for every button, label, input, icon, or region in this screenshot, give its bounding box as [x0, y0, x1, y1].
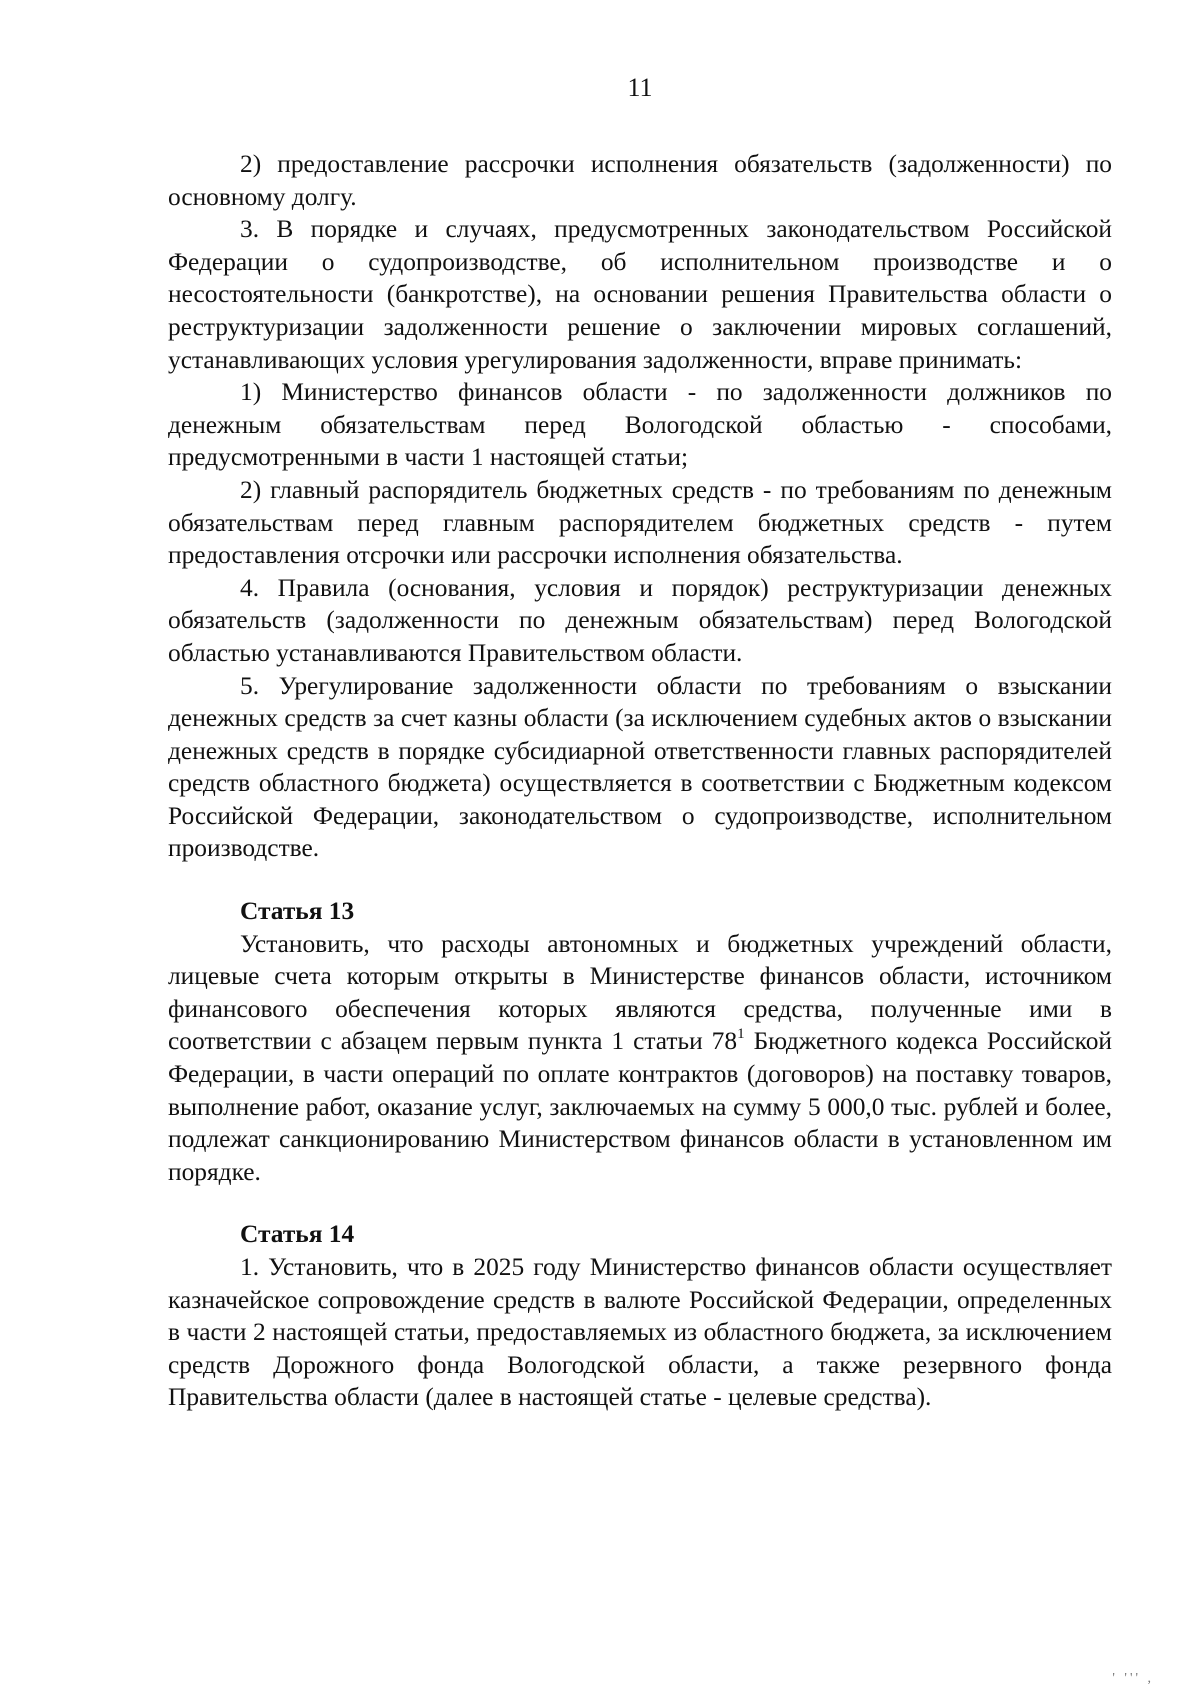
paragraph-budget-manager: 2) главный распорядитель бюджетных средств - по требованиям по денежным обязательствам перед главным распорядителем бюджетных средств - путем предоставления отсрочки или рассрочки исполнения обязательства. — [168, 475, 1112, 570]
paragraph-debt-settlement: 5. Урегулирование задолженности области по требованиям о взыскании денежных средств за счет казны области (за исключением судебных актов о взыскании денежных средств в порядке субсидиарной ответственности главных распорядителей средств областного бюджета) осуществляется в соответствии с Бюджетным кодексом Российской Федерации, законодательством о судопроизводстве, исполнительном производстве. — [168, 671, 1112, 863]
page-number: 11 — [627, 73, 653, 102]
article-13-text-before: Установить, что расходы автономных и бюджетных учреждений области, лицевые счета которым открыты в Министерстве финансов области, источником финансового обеспечения которых являются средства, полученные ими в соответствии с абзацем первым пункта 1 статьи 78 — [168, 929, 1112, 1056]
article-13-heading: Статья 13 — [240, 897, 355, 926]
paragraph-article-13 — [168, 928, 1112, 1189]
paragraph-article-14: 1. Установить, что в 2025 году Министерство финансов области осуществляет казначейское сопровождение средств в валюте Российской Федерации, определенных в части 2 настоящей статьи, предоставляемых из областного бюджета, за исключением средств Дорожного фонда Вологодской области, а также резервного фонда Правительства области (далее в настоящей статье - целевые средства). — [168, 1253, 1112, 1412]
article-13-superscript: 1 — [737, 1026, 745, 1043]
paragraph-ministry-finance: 1) Министерство финансов области - по задолженности должников по денежным обязательствам перед Вологодской областью - способами, предусмотренными в части 1 настоящей статьи; — [168, 378, 1112, 472]
article-13-text-after: Бюджетного кодекса Российской Федерации, в части операций по оплате контрактов (договоров) на поставку товаров, выполнение работ, оказание услуг, заключаемых на сумму 5 000,0 тыс. рублей и более, подлежат санкционированию Министерством финансов области в установленном им порядке. — [168, 1027, 1112, 1186]
article-14-heading: Статья 14 — [240, 1220, 355, 1249]
paragraph-settlement-agreements: 3. В порядке и случаях, предусмотренных законодательством Российской Федерации о судопроизводстве, об исполнительном производстве и о несостоятельности (банкротстве), на основании решения Правительства области о реструктуризации задолженности решение о заключении мировых соглашений, устанавливающих условия урегулирования задолженности, вправе принимать: — [168, 215, 1112, 374]
scan-tick-marks: ' ''' , — [1112, 1671, 1154, 1686]
paragraph-restructuring-rules: 4. Правила (основания, условия и порядок) реструктуризации денежных обязательств (задолженности по денежным обязательствам) перед Вологодской областью устанавливаются Правительством области. — [168, 573, 1112, 667]
paragraph-installment-debt: 2) предоставление рассрочки исполнения обязательств (задолженности) по основному долгу. — [168, 150, 1112, 211]
